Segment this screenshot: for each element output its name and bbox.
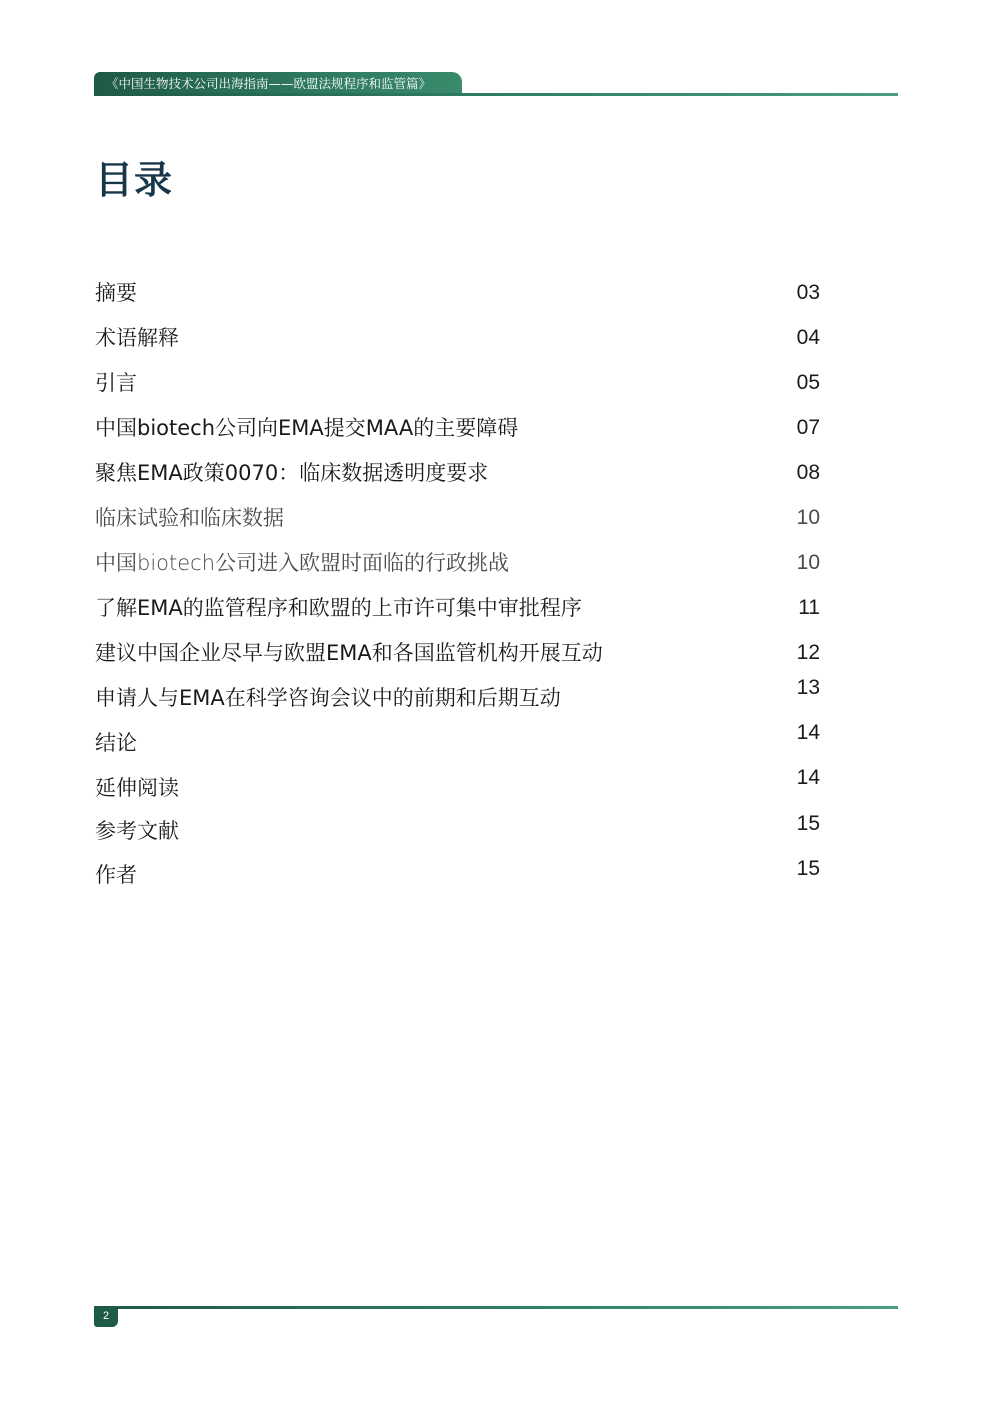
toc-item[interactable] [95, 278, 820, 308]
toc-item-page: 10 [796, 506, 820, 529]
toc-item[interactable] [95, 413, 820, 443]
toc-item-page: 07 [796, 416, 820, 439]
toc-item-page: 08 [796, 461, 820, 484]
toc-item-label: 申请人与EMA在科学咨询会议中的前期和后期互动 [95, 686, 561, 710]
toc-item-label: 聚焦EMA政策0070：临床数据透明度要求 [95, 461, 489, 485]
toc-item-page: 14 [796, 721, 820, 744]
toc-item-label: 参考文献 [95, 819, 179, 843]
toc-subitem[interactable] [95, 548, 820, 578]
toc-item[interactable] [95, 368, 820, 398]
toc-item-page: 11 [798, 596, 820, 619]
toc-item-page: 05 [796, 371, 820, 394]
toc-subitem[interactable] [95, 503, 820, 533]
header-rule [94, 93, 898, 96]
toc-item-label: 引言 [95, 371, 137, 395]
toc-item-label: 建议中国企业尽早与欧盟EMA和各国监管机构开展互动 [95, 641, 603, 665]
toc-item-label: 结论 [95, 731, 137, 755]
toc-item-page: 10 [796, 551, 820, 574]
toc-item-label: 延伸阅读 [95, 776, 179, 800]
toc-item-label: 作者 [95, 863, 137, 887]
toc-item-page: 12 [796, 641, 820, 664]
toc-item-page: 15 [796, 857, 820, 880]
toc-item[interactable] [95, 857, 820, 890]
toc-item-page: 15 [796, 812, 820, 835]
toc-item-page: 03 [796, 281, 820, 304]
toc-item-label: 摘要 [95, 281, 137, 305]
toc-item[interactable] [95, 458, 820, 488]
toc-item-label: 中国biotech公司向EMA提交MAA的主要障碍 [95, 416, 519, 440]
toc-item[interactable] [95, 593, 820, 623]
footer-rule [94, 1306, 898, 1309]
toc-item[interactable] [95, 721, 820, 758]
toc-item[interactable] [95, 766, 820, 803]
page-title: 目录 [95, 157, 174, 202]
toc-item[interactable] [95, 323, 820, 353]
toc-item-label: 了解EMA的监管程序和欧盟的上市许可集中审批程序 [95, 596, 582, 620]
toc-item-label: 中国biotech公司进入欧盟时面临的行政挑战 [95, 551, 510, 575]
toc-item-label: 临床试验和临床数据 [95, 506, 284, 530]
toc-item-page: 13 [796, 676, 820, 699]
toc-item[interactable] [95, 812, 820, 846]
toc-item-page: 04 [796, 326, 820, 349]
header-banner-text: 《中国生物技术公司出海指南——欧盟法规程序和监管篇》 [106, 76, 432, 91]
toc-item[interactable] [95, 676, 820, 713]
toc-item[interactable] [95, 638, 820, 668]
toc-item-label: 术语解释 [95, 326, 179, 350]
footer-page-number: 2 [94, 1306, 118, 1327]
toc-item-page: 14 [796, 766, 820, 789]
